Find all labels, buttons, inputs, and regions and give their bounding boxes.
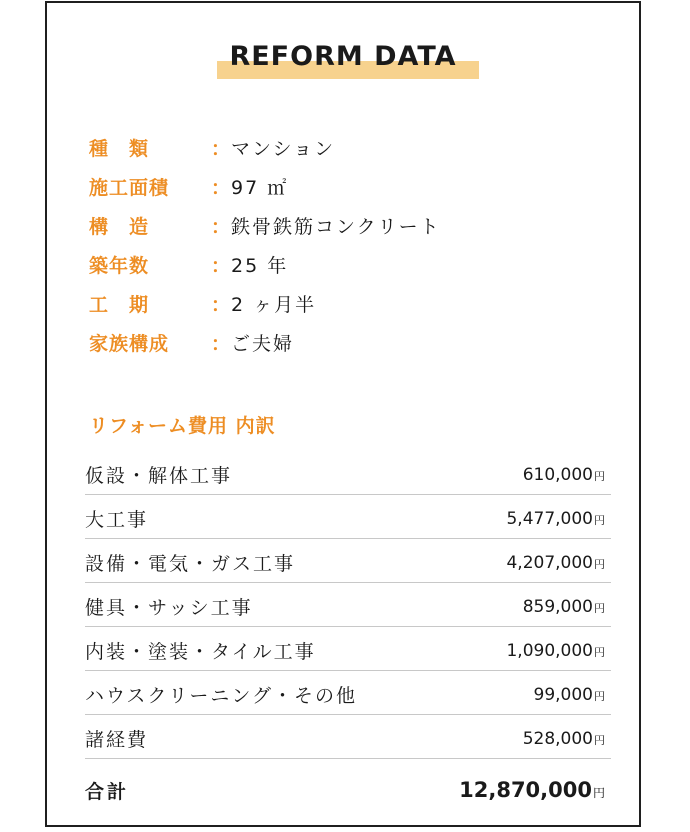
spec-value: 97 ㎡ xyxy=(231,177,289,199)
cost-item-amount: 610,000円 xyxy=(522,464,605,485)
cost-row xyxy=(85,539,611,583)
spec-value: ご夫婦 xyxy=(231,333,295,355)
spec-colon: ： xyxy=(211,333,231,355)
spec-label: 施工面積 xyxy=(89,177,170,199)
cost-item-name: 健具・サッシ工事 xyxy=(85,597,253,619)
total-row xyxy=(85,759,611,817)
spec-colon: ： xyxy=(211,216,231,238)
cost-item-name: 内装・塗装・タイル工事 xyxy=(85,641,316,663)
spec-colon: ： xyxy=(211,177,231,199)
spec-label: 家族構成 xyxy=(89,333,170,355)
cost-item-amount: 528,000円 xyxy=(522,728,605,749)
cost-item-amount: 859,000円 xyxy=(522,596,605,617)
total-label: 合計 xyxy=(85,780,130,803)
spec-row-family xyxy=(89,323,441,362)
spec-colon: ： xyxy=(211,255,231,277)
title-wrap xyxy=(47,41,639,72)
cost-row xyxy=(85,627,611,671)
yen-unit: 円 xyxy=(594,733,605,747)
cost-item-amount: 1,090,000円 xyxy=(506,640,605,661)
yen-unit: 円 xyxy=(594,645,605,659)
spec-row-type xyxy=(89,128,441,167)
spec-label: 工 期 xyxy=(89,294,150,316)
yen-unit: 円 xyxy=(594,689,605,703)
yen-unit: 円 xyxy=(594,469,605,483)
cost-item-amount: 99,000円 xyxy=(533,684,605,705)
spec-list xyxy=(89,128,441,362)
spec-value: 2 ヶ月半 xyxy=(231,294,317,316)
cost-row xyxy=(85,495,611,539)
spec-row-period xyxy=(89,284,441,323)
spec-label: 構 造 xyxy=(89,216,150,238)
yen-unit: 円 xyxy=(592,786,605,800)
spec-colon: ： xyxy=(211,138,231,160)
total-amount: 12,870,000円 xyxy=(459,778,605,802)
cost-item-name: 仮設・解体工事 xyxy=(85,465,233,487)
yen-unit: 円 xyxy=(594,601,605,615)
cost-item-name: 諸経費 xyxy=(85,729,149,751)
cost-item-amount: 5,477,000円 xyxy=(506,508,605,529)
cost-item-name: 大工事 xyxy=(85,509,149,531)
cost-item-name: ハウスクリーニング・その他 xyxy=(85,685,358,707)
cost-item-amount: 4,207,000円 xyxy=(506,552,605,573)
spec-row-structure xyxy=(89,206,441,245)
spec-value: 25 年 xyxy=(231,255,289,277)
spec-row-age xyxy=(89,245,441,284)
cost-row xyxy=(85,671,611,715)
cost-row xyxy=(85,715,611,759)
yen-unit: 円 xyxy=(594,557,605,571)
yen-unit: 円 xyxy=(594,513,605,527)
spec-label: 種 類 xyxy=(89,138,150,160)
spec-value: 鉄骨鉄筋コンクリート xyxy=(231,216,441,238)
cost-breakdown-heading: リフォーム費用 内訳 xyxy=(89,415,276,437)
cost-row xyxy=(85,451,611,495)
cost-row xyxy=(85,583,611,627)
spec-row-area xyxy=(89,167,441,206)
spec-label: 築年数 xyxy=(89,255,150,277)
reform-data-card xyxy=(45,1,641,827)
page-title: REFORM DATA xyxy=(229,41,457,72)
cost-item-name: 設備・電気・ガス工事 xyxy=(85,553,296,575)
spec-value: マンション xyxy=(231,138,336,160)
cost-table xyxy=(85,451,611,817)
spec-colon: ： xyxy=(211,294,231,316)
